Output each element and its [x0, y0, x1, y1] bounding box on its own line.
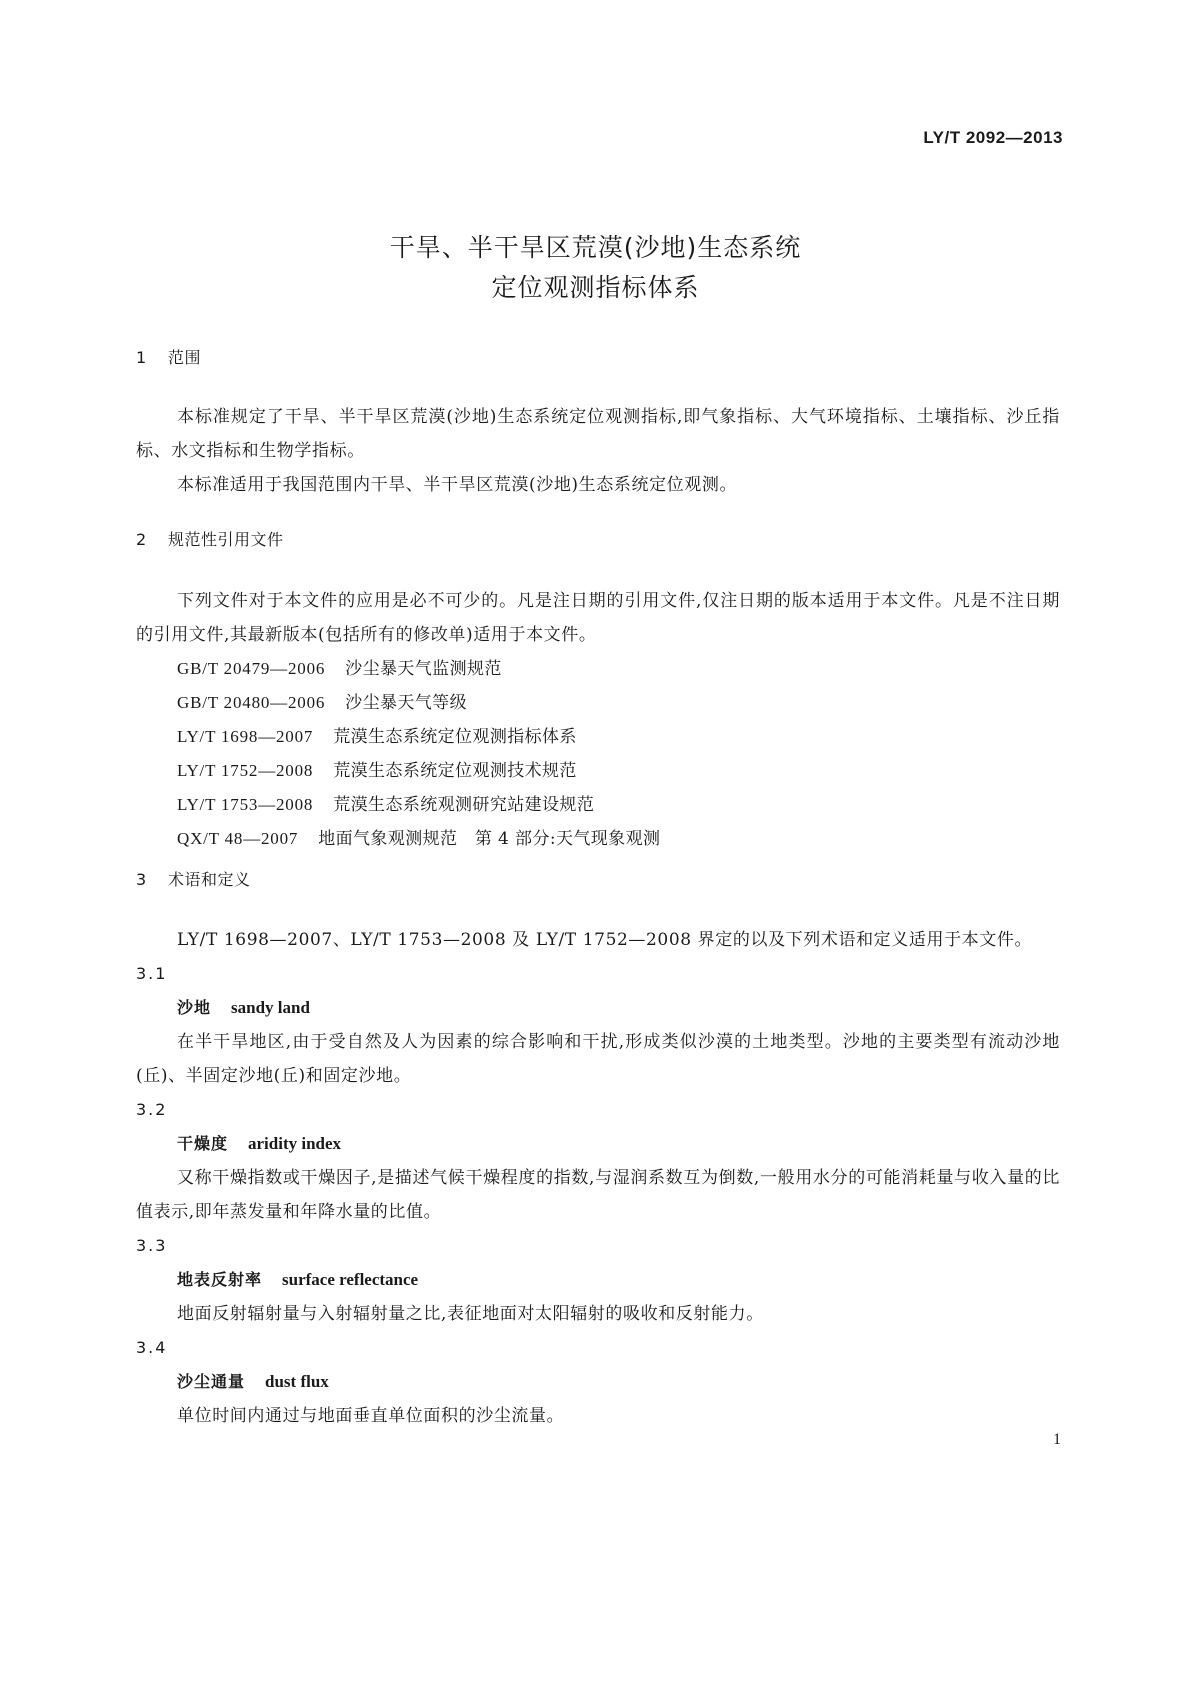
standard-code: LY/T 2092—2013	[923, 128, 1063, 147]
term-definition: 地面反射辐射量与入射辐射量之比,表征地面对太阳辐射的吸收和反射能力。	[177, 1304, 764, 1324]
reference-code: LY/T 1752—2008	[177, 761, 314, 780]
paragraph: LY/T 1698—2007、LY/T 1753—2008 及 LY/T 1752—2008 界定的以及下列术语和定义适用于本文件。	[177, 930, 1033, 950]
reference-item	[136, 754, 1060, 788]
term-heading	[136, 1127, 1060, 1161]
document-title-line-2: 定位观测指标体系	[491, 273, 700, 302]
reference-title: 地面气象观测规范 第 4 部分:天气现象观测	[318, 829, 661, 849]
reference-item	[136, 788, 1060, 822]
term-english: aridity index	[248, 1134, 342, 1153]
reference-code: LY/T 1698—2007	[177, 727, 314, 746]
section-3-heading	[136, 868, 1060, 892]
term-english: sandy land	[231, 998, 310, 1017]
reference-title: 荒漠生态系统观测研究站建设规范	[333, 795, 595, 815]
reference-code: GB/T 20479—2006	[177, 659, 326, 678]
term-chinese: 地表反射率	[177, 1270, 263, 1289]
term-definition: 单位时间内通过与地面垂直单位面积的沙尘流量。	[177, 1406, 565, 1426]
term-entry	[136, 1229, 1060, 1331]
term-definition: 在半干旱地区,由于受自然及人为因素的综合影响和干扰,形成类似沙漠的土地类型。沙地的主要类型有流动沙地(丘)、半固定沙地(丘)和固定沙地。	[136, 1032, 1060, 1086]
term-heading	[136, 1263, 1060, 1297]
section-title: 范围	[168, 348, 202, 367]
term-entry	[136, 1331, 1060, 1433]
reference-item	[136, 686, 1060, 720]
term-number: 3.1	[136, 964, 168, 983]
term-number: 3.3	[136, 1236, 168, 1255]
reference-code: LY/T 1753—2008	[177, 795, 314, 814]
reference-item	[136, 822, 1060, 856]
document-title-line-1: 干旱、半干旱区荒漠(沙地)生态系统	[389, 233, 802, 262]
reference-item	[136, 720, 1060, 754]
section-number: 1	[136, 348, 147, 367]
term-number: 3.4	[136, 1338, 168, 1357]
term-entry	[136, 1093, 1060, 1229]
section-title: 术语和定义	[168, 870, 251, 889]
section-title: 规范性引用文件	[168, 530, 284, 549]
reference-code: QX/T 48—2007	[177, 829, 299, 848]
section-1-heading	[136, 346, 1060, 370]
term-english: dust flux	[265, 1372, 329, 1391]
term-chinese: 干燥度	[177, 1134, 229, 1153]
reference-item	[136, 652, 1060, 686]
term-number: 3.2	[136, 1100, 168, 1119]
section-number: 2	[136, 530, 147, 549]
term-heading	[136, 1365, 1060, 1399]
reference-title: 沙尘暴天气监测规范	[345, 659, 502, 679]
term-definition: 又称干燥指数或干燥因子,是描述气候干燥程度的指数,与湿润系数互为倒数,一般用水分的可能消耗量与收入量的比值表示,即年蒸发量和年降水量的比值。	[136, 1168, 1060, 1222]
document-title	[0, 228, 1191, 308]
paragraph: 本标准适用于我国范围内干旱、半干旱区荒漠(沙地)生态系统定位观测。	[177, 475, 738, 495]
section-2-body	[136, 584, 1060, 856]
term-chinese: 沙地	[177, 998, 212, 1017]
page-number: 1	[1053, 1431, 1061, 1448]
term-entry	[136, 957, 1060, 1093]
section-1-body	[136, 400, 1060, 502]
reference-code: GB/T 20480—2006	[177, 693, 326, 712]
section-2-heading	[136, 528, 1060, 552]
term-english: surface reflectance	[282, 1270, 419, 1289]
reference-title: 荒漠生态系统定位观测技术规范	[333, 761, 577, 781]
section-number: 3	[136, 870, 147, 889]
paragraph: 本标准规定了干旱、半干旱区荒漠(沙地)生态系统定位观测指标,即气象指标、大气环境指标、土壤指标、沙丘指标、水文指标和生物学指标。	[136, 407, 1060, 461]
reference-title: 沙尘暴天气等级	[345, 693, 467, 713]
term-heading	[136, 991, 1060, 1025]
paragraph: 下列文件对于本文件的应用是必不可少的。凡是注日期的引用文件,仅注日期的版本适用于本文件。凡是不注日期的引用文件,其最新版本(包括所有的修改单)适用于本文件。	[136, 591, 1060, 645]
section-3-body	[136, 923, 1060, 1433]
reference-title: 荒漠生态系统定位观测指标体系	[333, 727, 577, 747]
term-chinese: 沙尘通量	[177, 1372, 246, 1391]
